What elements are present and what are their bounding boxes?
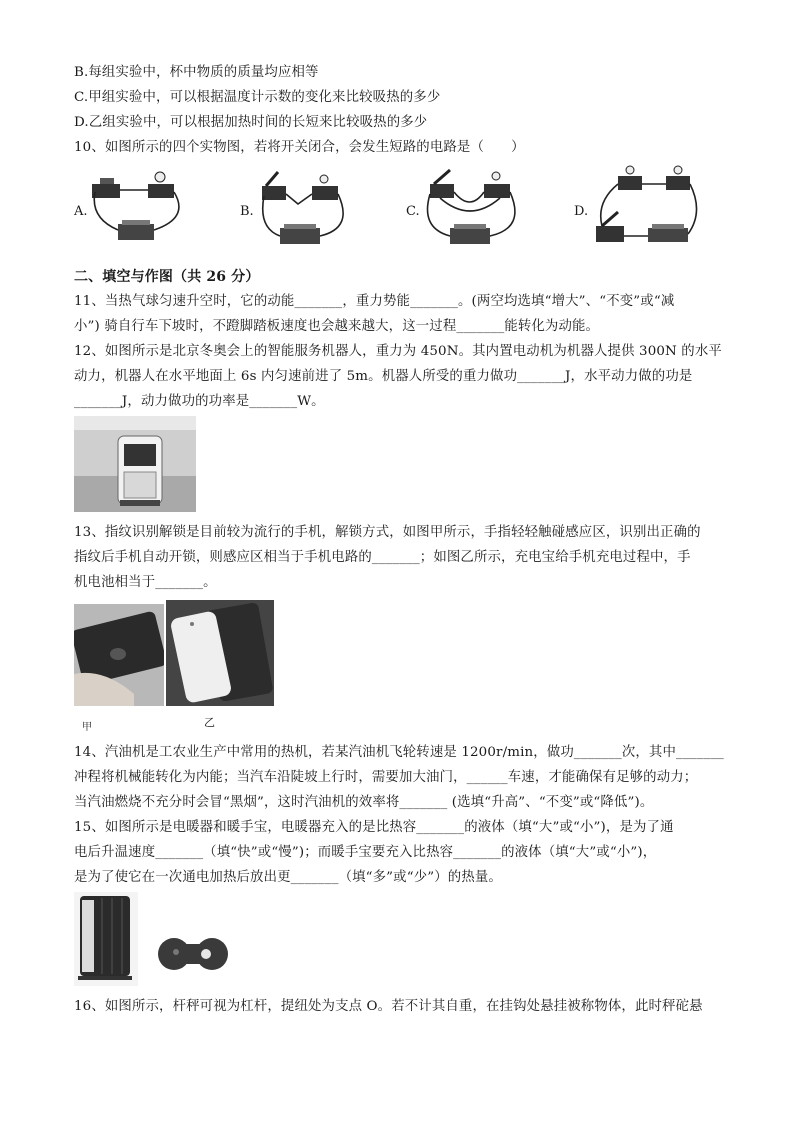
question-12-line-3: _______J，动力做功的功率是_______W。	[74, 394, 325, 409]
question-14-line-1: 14、汽油机是工农业生产中常用的热机，若某汽油机飞轮转速是 1200r/min，做功_______次，其中_______	[74, 745, 724, 760]
question-12-line-1: 12、如图所示是北京冬奥会上的智能服务机器人，重力为 450N。其内置电动机为机器人提供 300N 的水平	[74, 344, 722, 359]
circuit-c-diagram	[420, 164, 526, 254]
section-2-heading: 二、填空与作图（共 26 分）	[74, 269, 260, 285]
option-b-text: B.每组实验中，杯中物质的质量均应相等	[74, 65, 319, 80]
question-15-line-2: 电后升温速度_______（填“快”或“慢”)；而暖手宝要充入比热容_______的液体（填“大”或“小”)，	[74, 845, 657, 860]
question-13-line-3: 机电池相当于_______。	[74, 575, 217, 590]
question-15-line-1: 15、如图所示是电暖器和暖手宝，电暖器充入的是比热容_______的液体（填“大”或“小”)，是为了通	[74, 820, 674, 835]
powerbank-photo	[166, 600, 274, 706]
oil-heater-photo	[74, 892, 138, 986]
question-14-line-3: 当汽油燃烧不充分时会冒“黑烟”，这时汽油机的效率将_______ (选填“升高”、“不变”或“降低”)。	[74, 795, 654, 810]
question-13-line-2: 指纹后手机自动开锁，则感应区相当于手机电路的_______；如图乙所示，充电宝给手机充电过程中，手	[74, 550, 691, 565]
circuit-d-diagram	[592, 162, 704, 252]
question-16-line-1: 16、如图所示，杆秤可视为杠杆，提纽处为支点 O。若不计其自重，在挂钩处悬挂被称物体，此时秤砣悬	[74, 999, 703, 1014]
circuit-d-label: D.	[574, 204, 589, 219]
question-13-line-1: 13、指纹识别解锁是目前较为流行的手机，解锁方式，如图甲所示，手指轻轻触碰感应区，识别出正确的	[74, 525, 701, 540]
circuit-a-label: A.	[74, 204, 88, 219]
hand-warmer-photo	[156, 932, 230, 976]
caption-jia: 甲	[82, 722, 92, 733]
question-12-line-2: 动力，机器人在水平地面上 6s 内匀速前进了 5m。机器人所受的重力做功_______J，水平动力做的功是	[74, 369, 693, 384]
option-d-text: D.乙组实验中，可以根据加热时间的长短来比较吸热的多少	[74, 115, 428, 130]
option-c-text: C.甲组实验中，可以根据温度计示数的变化来比较吸热的多少	[74, 90, 441, 105]
question-10: 10、如图所示的四个实物图，若将开关闭合，会发生短路的电路是（ ）	[74, 140, 525, 155]
circuit-c-label: C.	[406, 204, 420, 219]
question-15-line-3: 是为了使它在一次通电加热后放出更_______（填“多”或“少”）的热量。	[74, 870, 502, 885]
fingerprint-phone-photo	[74, 604, 164, 706]
question-14-line-2: 冲程将机械能转化为内能；当汽车沿陡坡上行时，需要加大油门，______车速，才能确保有足够的动力；	[74, 770, 698, 785]
question-11-line-1: 11、当热气球匀速升空时，它的动能_______，重力势能_______。(两空均选填“增大”、“不变”或“减	[74, 294, 675, 309]
circuit-b-label: B.	[240, 204, 254, 219]
circuit-a-diagram	[90, 168, 190, 248]
caption-yi: 乙	[204, 716, 215, 729]
robot-photo	[74, 416, 196, 512]
question-11-line-2: 小”) 骑自行车下坡时，不蹬脚踏板速度也会越来越大，这一过程_______能转化为动能。	[74, 319, 600, 334]
circuit-b-diagram	[258, 168, 358, 254]
